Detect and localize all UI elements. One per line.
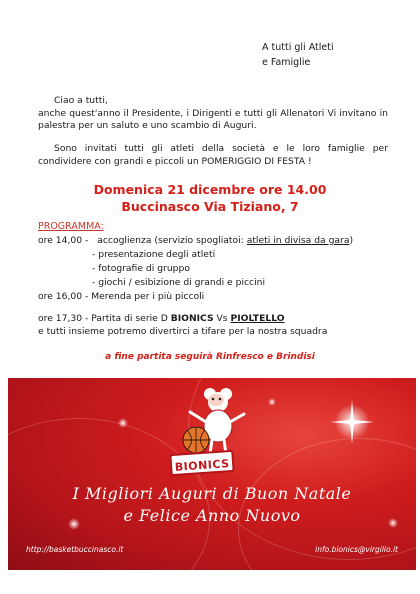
recipient-block (262, 40, 334, 70)
program-time-1400: ore 14,00 - (38, 235, 89, 246)
sparkle-small-icon (268, 398, 276, 406)
invite-paragraph: Sono invitati tutti gli atleti della società e le loro famiglie per condividere con grandi e piccoli un POMERIGGIO DI FESTA ! (38, 143, 388, 167)
intro-text: anche quest'anno il Presidente, i Dirigenti e tutti gli Allenatori Vi invitano in palestra per un saluto e uno scambio di Auguri. (38, 107, 388, 131)
program-sub-1: - presentazione degli atleti (92, 249, 216, 260)
event-date-time: Domenica 21 dicembre ore 14.00 (93, 182, 327, 197)
program-desc-1400b: atleti in divisa da gara (246, 235, 350, 246)
program-1730-text: ore 17,30 - Partita di serie D (38, 313, 171, 324)
banner-greeting-line-1: I Migliori Auguri di Buon Natale (72, 484, 352, 503)
program-item-1730 (38, 312, 285, 325)
website-link[interactable]: http://basketbuccinasco.it (26, 545, 124, 554)
programma-title: PROGRAMMA: (38, 221, 104, 232)
program-item-1400 (38, 234, 353, 247)
intro-paragraph (38, 95, 388, 133)
sparkle-small-icon (118, 418, 128, 428)
program-vs: Vs (213, 313, 231, 324)
recipient-line-1: A tutti gli Atleti (262, 42, 334, 53)
banner-greeting-line-2: e Felice Anno Nuovo (123, 506, 301, 525)
star-burst-icon (328, 398, 376, 446)
program-item-1600: ore 16,00 - Merenda per i più piccoli (38, 291, 205, 302)
program-team-bionics: BIONICS (170, 313, 214, 324)
event-location: Buccinasco Via Tiziano, 7 (121, 199, 299, 214)
program-sub-2: - fotografie di gruppo (92, 263, 190, 274)
closing-note: a fine partita seguirà Rinfresco e Brindisi (105, 352, 315, 362)
program-team-pioltello: PIOLTELLO (230, 313, 285, 324)
program-1730-line2: e tutti insieme potremo divertirci a tifare per la nostra squadra (38, 326, 328, 337)
program-desc-1400a: accoglienza (servizio spogliatoi: (97, 235, 247, 246)
email-link[interactable]: info.bionics@virgilio.it (315, 545, 398, 554)
recipient-line-2: e Famiglie (262, 57, 311, 68)
bionics-logo-badge (169, 450, 234, 476)
greeting-line: Ciao a tutti, (54, 95, 108, 106)
program-sub-3: - giochi / esibizione di grandi e piccini (92, 277, 266, 288)
program-desc-1400c: ) (349, 235, 354, 246)
bionics-logo-text: BIONICS (174, 457, 230, 474)
christmas-banner (8, 378, 416, 570)
